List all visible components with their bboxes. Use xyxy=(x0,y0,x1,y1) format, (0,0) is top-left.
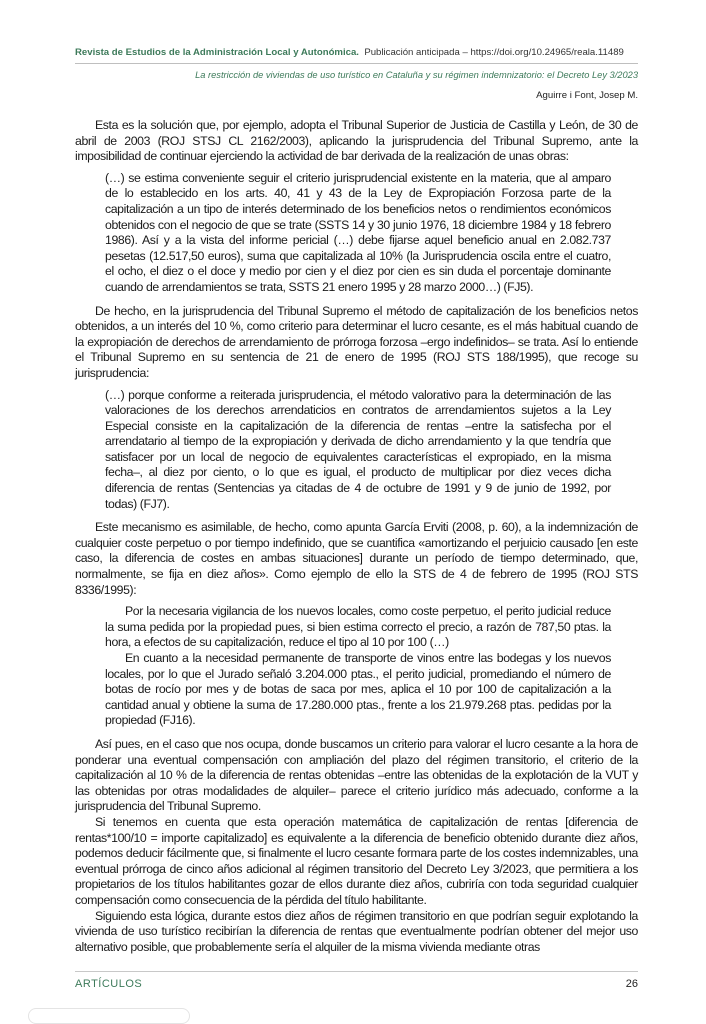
block-quote: (…) se estima conveniente seguir el criterio jurisprudencial existente en la materia, que al amparo de lo establecido en los arts. 40, 41 y 43 de la Ley de Expropiación Forzosa parte de la capitalización a un tipo de interés determinado de los beneficios netos o rendimientos económicos obtenidos con el negocio de que se trate (SSTS 14 y 30 junio 1976, 18 diciembre 1984 y 18 febrero 1986). Así y a la vista del informe pericial (…) debe fijarse aquel beneficio anual en 2.082.737 pesetas (12.517,50 euros), suma que capitalizada al 10% (la Jurisprudencia oscila entre el cuatro, el ocho, el diez o el doce y medio por cien y el diez por cien es sin duda el porcentaje dominante cuando de arrendamientos se trata, SSTS 21 enero 1995 y 28 marzo 2000…) (FJ5). xyxy=(105,170,611,294)
quote-paragraph: En cuanto a la necesidad permanente de transporte de vinos entre las bodegas y los nuevos locales, por lo que el Jurado señaló 3.204.000 ptas., el perito judicial, promediando el número de botas de rocío por mes y de botas de saca por mes, aplica el 10 por 100 de capitalización a la cantidad anual y obtiene la suma de 17.280.000 ptas., frente a los 21.979.268 ptas. pedidas por la propiedad (FJ16). xyxy=(105,651,611,728)
paragraph: Así pues, en el caso que nos ocupa, donde buscamos un criterio para valorar el lucro cesante a la hora de ponderar una eventual compensación con ampliación del plazo del régimen transitorio, el criterio de la capitalización al 10 % de la diferencia de rentas obtenidas –entre las obtenidas de la explotación de la VUT y las obtenidas por otras modalidades de alquiler– parece el criterio jurídico más adecuado, conforme a la jurisprudencia del Tribunal Supremo. xyxy=(75,736,638,814)
article-title: La restricción de viviendas de uso turístico en Cataluña y su régimen indemnizatorio: el Decreto Ley 3/2023 xyxy=(195,70,638,80)
page-number: 26 xyxy=(625,978,638,991)
author: Aguirre i Font, Josep M. xyxy=(536,90,638,101)
paragraph: Esta es la solución que, por ejemplo, adopta el Tribunal Superior de Justicia de Castilla y León, de 30 de abril de 2003 (ROJ STSJ CL 2162/2003), aplicando la jurisprudencia del Tribunal Supremo, ante la imposibilidad de continuar ejerciendo la actividad de bar derivada de la realización de unas obras: xyxy=(75,118,638,164)
publication-doi: Publicación anticipada – https://doi.org/10.24965/reala.11489 xyxy=(364,47,624,58)
article-body xyxy=(75,118,638,955)
block-quote: (…) porque conforme a reiterada jurisprudencia, el método valorativo para la determinación de las valoraciones de los derechos arrendaticios en contratos de arrendamientos sujetos a la Ley Especial consiste en la capitalización de la diferencia de rentas –entre la satisfecha por el arrendatario al tiempo de la expropiación y derivada de dicho arrendamiento y la que tendría que satisfacer por un local de negocio de equivalentes características el expropiado, en la misma fecha–, al diez por ciento, o lo que es igual, el producto de multiplicar por diez veces dicha diferencia de rentas (Sentencias ya citadas de 4 de octubre de 1991 y 9 de junio de 1992, por todas) (FJ7). xyxy=(105,387,611,511)
page-footer xyxy=(75,971,638,996)
header-divider xyxy=(75,63,638,64)
running-header xyxy=(75,46,638,59)
paragraph: Este mecanismo es asimilable, de hecho, como apunta García Erviti (2008, p. 60), a la indemnización de cualquier coste perpetuo o por tiempo indefinido, que se cuantifica «amortizando el perjuicio causado [en este caso, la diferencia de costes en ambas situaciones] durante un período de tiempo determinado, que, normalmente, se fija en diez años». Como ejemplo de ello la STS de 4 de febrero de 1995 (ROJ STS 8336/1995): xyxy=(75,520,638,597)
paragraph: De hecho, en la jurisprudencia del Tribunal Supremo el método de capitalización de los beneficios netos obtenidos, a un interés del 10 %, como criterio para determinar el lucro cesante, es el más habitual cuando de la expropiación de derechos de arrendamiento de prórroga forzosa –ergo indefinidos– se trata. Así lo entiende el Tribunal Supremo en su sentencia de 21 de enero de 1995 (ROJ STS 188/1995), que recoge su jurisprudencia: xyxy=(75,303,638,380)
paragraph: Siguiendo esta lógica, durante estos diez años de régimen transitorio en que podrían seguir explotando la vivienda de uso turístico recibirían la diferencia de rentas que eventualmente podrían obtener del mejor uso alternativo posible, que probablemente sería el alquiler de la misma vivienda mediante otras xyxy=(75,908,638,954)
scroll-hint-pill xyxy=(28,1008,190,1024)
journal-name: Revista de Estudios de la Administración Local y Autonómica. xyxy=(75,47,359,58)
block-quote xyxy=(105,604,611,729)
paragraph: Si tenemos en cuenta que esta operación matemática de capitalización de rentas [diferencia de rentas*100/10 = importe capitalizado] es equivalente a la diferencia de beneficio obtenido durante diez años, podemos deducir fácilmente que, si finalmente el lucro cesante formara parte de los costes indemnizables, una eventual prórroga de cinco años adicional al régimen transitorio del Decreto Ley 3/2023, que permitiera a los propietarios de los títulos habilitantes gozar de ellos durante diez años, cubriría con toda seguridad cualquier compensación como consecuencia de la pérdida del título habilitante. xyxy=(75,814,638,907)
section-label: ARTÍCULOS xyxy=(75,978,143,991)
quote-paragraph: Por la necesaria vigilancia de los nuevos locales, como coste perpetuo, el perito judicial reduce la suma pedida por la propiedad pues, si bien estima correcto el precio, a razón de 787,50 ptas. la hora, a efectos de su capitalización, reduce el tipo al 10 por 100 (…) xyxy=(105,604,611,650)
